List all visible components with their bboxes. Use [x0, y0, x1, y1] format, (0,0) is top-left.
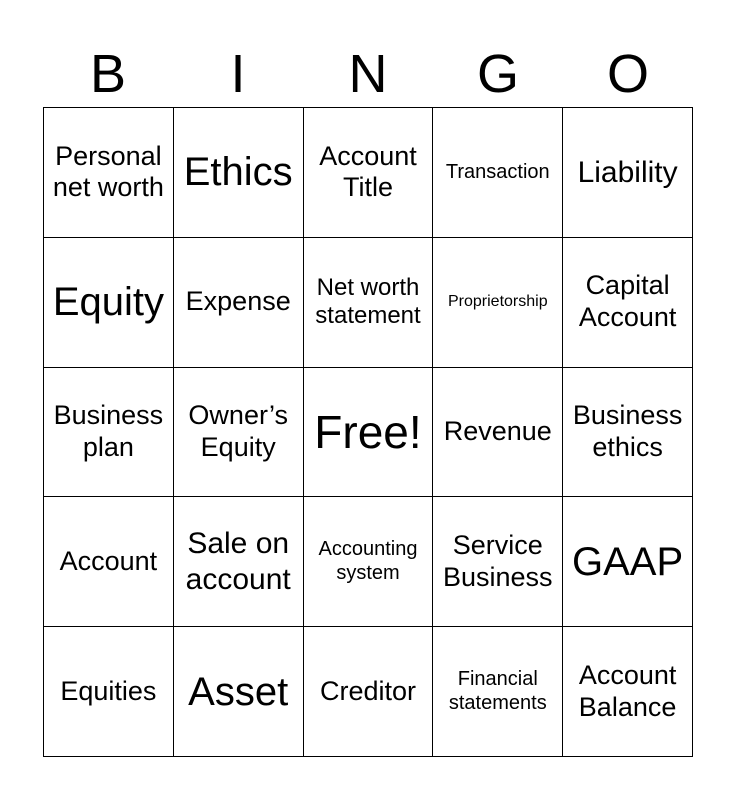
- bingo-cell[interactable]: Financial statements: [433, 627, 563, 757]
- bingo-header: [43, 40, 693, 108]
- bingo-cell[interactable]: Equity: [44, 238, 174, 368]
- header-letter-o: O: [606, 44, 649, 104]
- bingo-cell[interactable]: Capital Account: [563, 238, 693, 368]
- bingo-cell[interactable]: Sale on account: [174, 497, 304, 627]
- bingo-cell[interactable]: Owner’s Equity: [174, 368, 304, 498]
- bingo-cell[interactable]: Revenue: [433, 368, 563, 498]
- bingo-cell[interactable]: Business ethics: [563, 368, 693, 498]
- bingo-cell[interactable]: Creditor: [304, 627, 434, 757]
- bingo-cell[interactable]: Net worth statement: [304, 238, 434, 368]
- bingo-cell[interactable]: Service Business: [433, 497, 563, 627]
- bingo-cell[interactable]: Accounting system: [304, 497, 434, 627]
- bingo-cell[interactable]: Transaction: [433, 108, 563, 238]
- header-letter-g: G: [476, 44, 519, 104]
- bingo-cell[interactable]: GAAP: [563, 497, 693, 627]
- header-letter-b: B: [89, 44, 127, 104]
- bingo-cell[interactable]: Proprietorship: [433, 238, 563, 368]
- bingo-grid: [43, 107, 693, 757]
- bingo-cell[interactable]: Asset: [174, 627, 304, 757]
- header-letter-i: I: [230, 44, 246, 104]
- bingo-cell[interactable]: Business plan: [44, 368, 174, 498]
- bingo-cell[interactable]: Account Title: [304, 108, 434, 238]
- bingo-cell[interactable]: Liability: [563, 108, 693, 238]
- free-space-cell[interactable]: Free!: [304, 368, 434, 498]
- header-letter-n: N: [348, 44, 388, 104]
- bingo-cell[interactable]: Expense: [174, 238, 304, 368]
- bingo-cell[interactable]: Equities: [44, 627, 174, 757]
- bingo-cell[interactable]: Ethics: [174, 108, 304, 238]
- bingo-cell[interactable]: Account Balance: [563, 627, 693, 757]
- bingo-cell[interactable]: Account: [44, 497, 174, 627]
- bingo-cell[interactable]: Personal net worth: [44, 108, 174, 238]
